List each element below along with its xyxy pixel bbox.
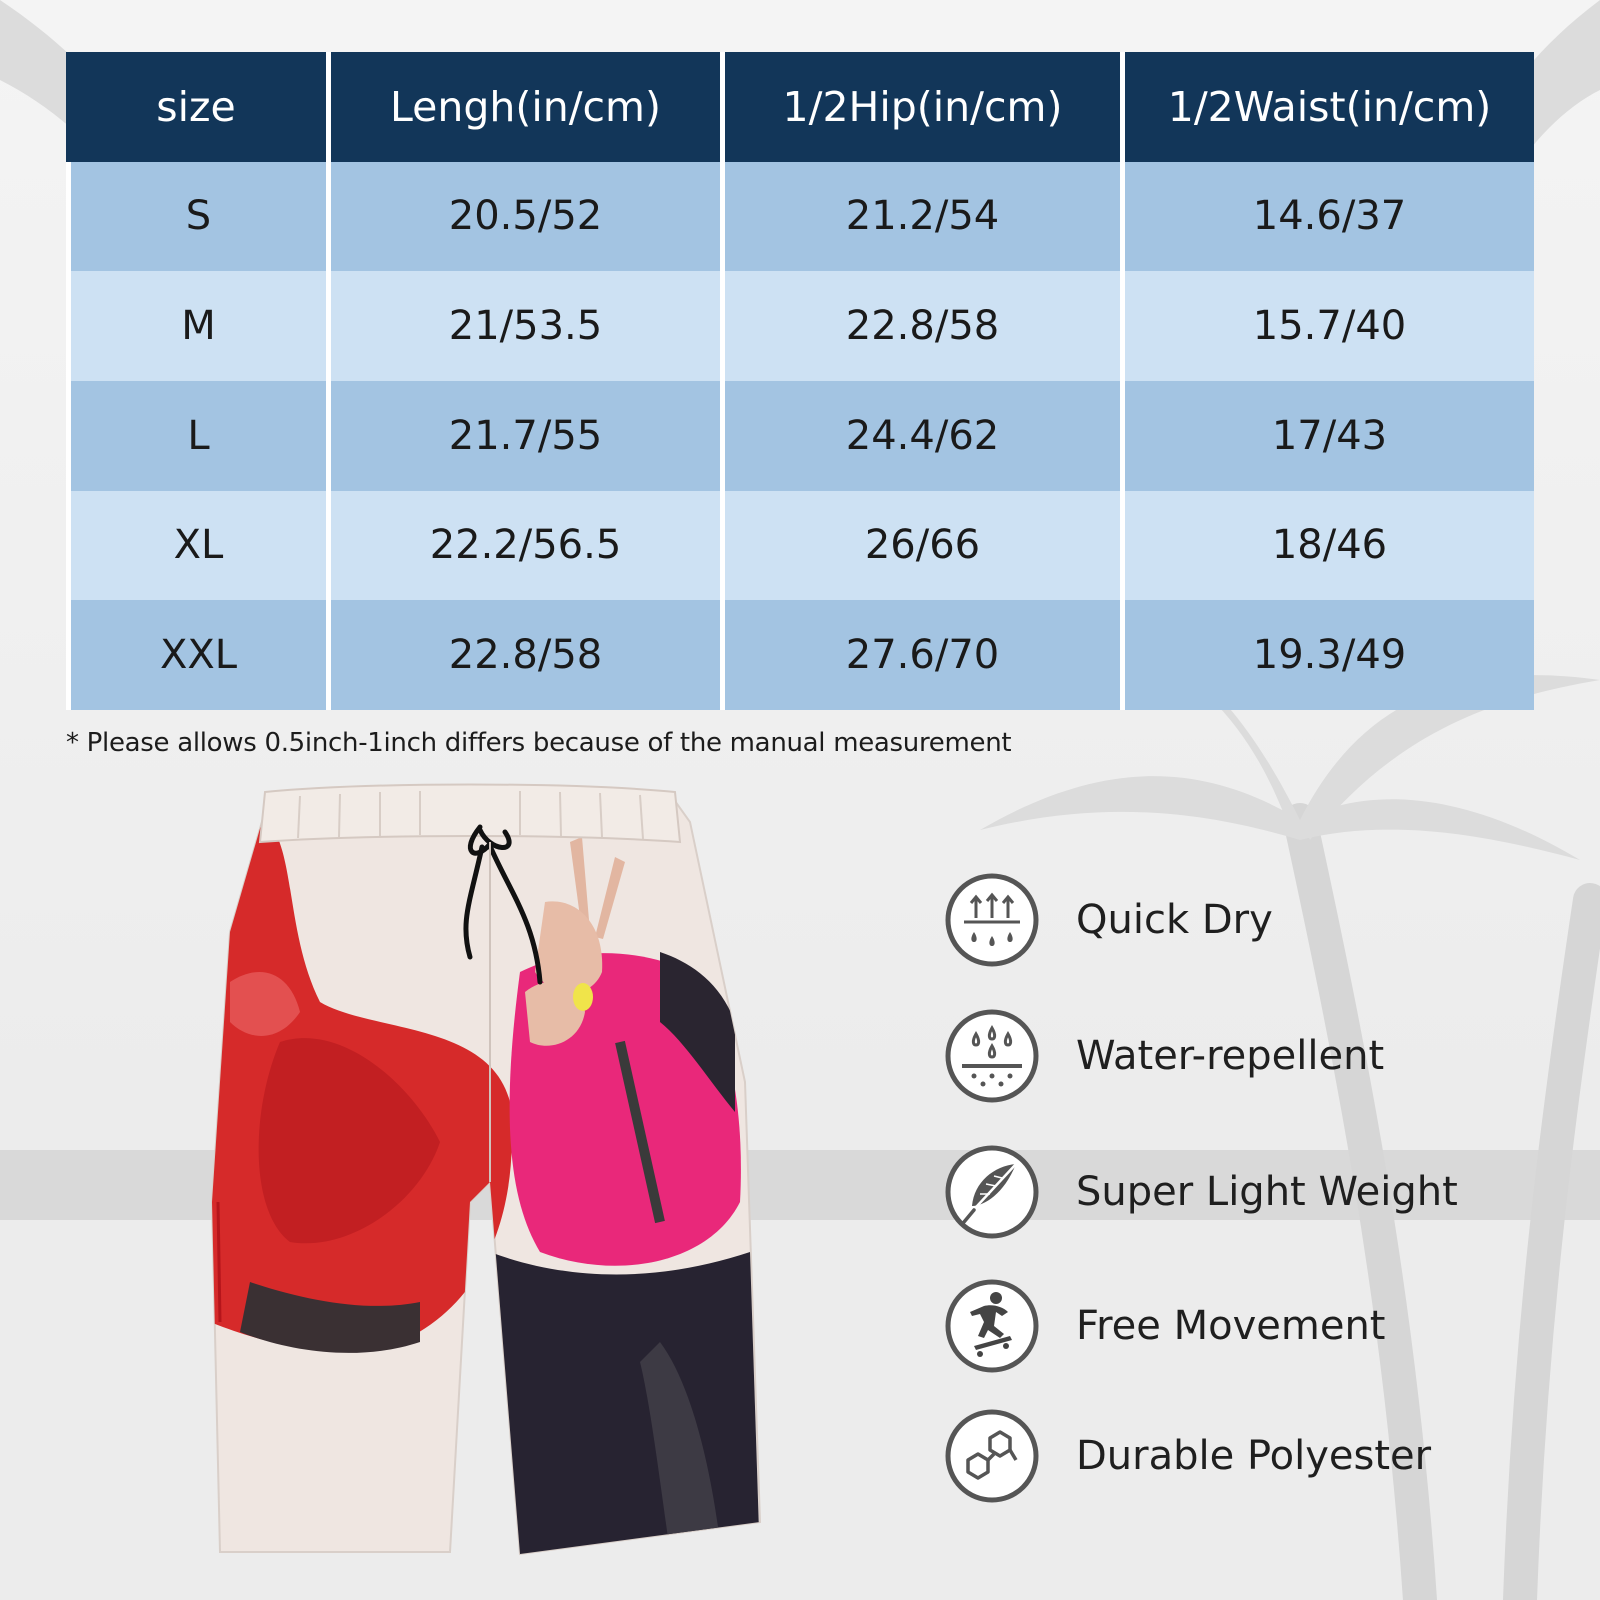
- column-header-size: size: [66, 52, 326, 162]
- size-cell: L: [66, 381, 326, 491]
- board-shorts-illustration: [190, 782, 770, 1582]
- feature-item-durable-polyester: [944, 1408, 1431, 1504]
- half-waist-cell: 14.6/37: [1120, 162, 1534, 272]
- length-cell: 21/53.5: [326, 271, 720, 381]
- feature-item-quick-dry: [944, 872, 1273, 968]
- quick-dry-icon: [944, 872, 1040, 968]
- length-cell: 21.7/55: [326, 381, 720, 491]
- size-cell: M: [66, 271, 326, 381]
- half-hip-cell: 22.8/58: [720, 271, 1120, 381]
- polyester-molecule-icon: [944, 1408, 1040, 1504]
- half-hip-cell: 21.2/54: [720, 162, 1120, 272]
- length-cell: 20.5/52: [326, 162, 720, 272]
- size-cell: XXL: [66, 600, 326, 710]
- feature-label: Durable Polyester: [1076, 1433, 1432, 1479]
- length-cell: 22.8/58: [326, 600, 720, 710]
- column-header-length: Lengh(in/cm): [326, 52, 720, 162]
- half-hip-cell: 26/66: [720, 491, 1120, 601]
- feature-item-light-weight: [944, 1144, 1458, 1240]
- half-waist-cell: 15.7/40: [1120, 271, 1534, 381]
- water-repellent-icon: [944, 1008, 1040, 1104]
- size-cell: S: [66, 162, 326, 272]
- half-waist-cell: 19.3/49: [1120, 600, 1534, 710]
- column-header-half-hip: 1/2Hip(in/cm): [720, 52, 1120, 162]
- half-hip-cell: 24.4/62: [720, 381, 1120, 491]
- feather-icon: [944, 1144, 1040, 1240]
- feature-item-free-movement: [944, 1278, 1385, 1374]
- column-header-half-waist: 1/2Waist(in/cm): [1120, 52, 1534, 162]
- half-waist-cell: 17/43: [1120, 381, 1534, 491]
- feature-label: Super Light Weight: [1076, 1169, 1458, 1215]
- skateboarder-icon: [944, 1278, 1040, 1374]
- measurement-note: * Please allows 0.5inch-1inch differs because of the manual measurement: [66, 728, 1012, 758]
- half-hip-cell: 27.6/70: [720, 600, 1120, 710]
- length-cell: 22.2/56.5: [326, 491, 720, 601]
- size-chart-table: [66, 52, 1534, 710]
- feature-item-water-repellent: [944, 1008, 1384, 1104]
- feature-label: Water-repellent: [1076, 1033, 1385, 1079]
- feature-label: Quick Dry: [1076, 897, 1273, 943]
- half-waist-cell: 18/46: [1120, 491, 1534, 601]
- size-cell: XL: [66, 491, 326, 601]
- feature-label: Free Movement: [1076, 1303, 1386, 1349]
